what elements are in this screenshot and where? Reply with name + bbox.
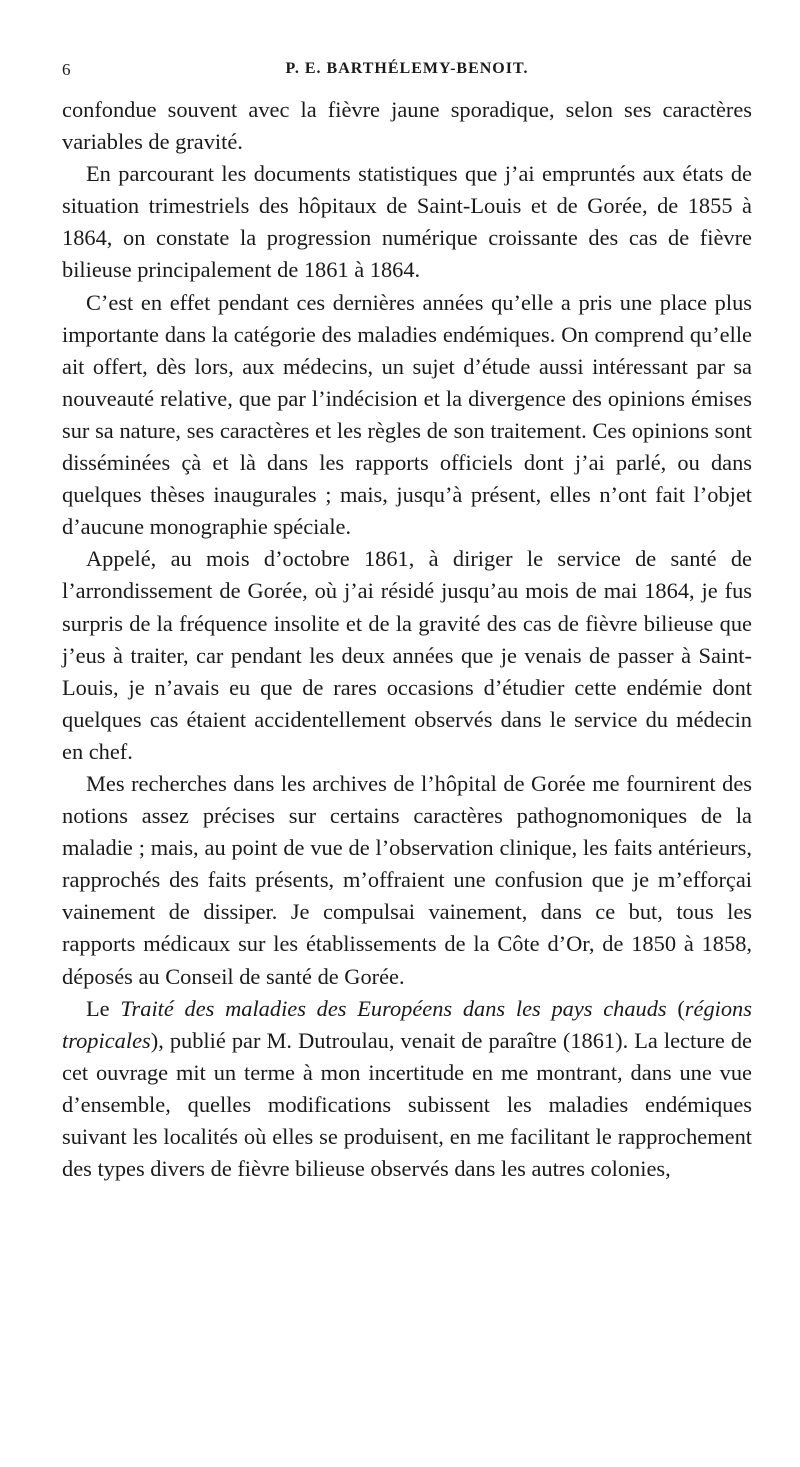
- book-title: Traité des maladies des Européens dans les pays chauds: [120, 995, 667, 1021]
- paragraph-6-rest: ), publié par M. Dutroulau, venait de paraître (1861). La lecture de cet ouvrage mit un terme à mon incertitude en me montrant, dans une vue d’ensemble, quelles modifications subissent les maladies endémiques suivant les localités où elles se produisent, en me facilitant le rapprochement des types divers de fièvre bilieuse observés dans les autres colonies,: [62, 1027, 752, 1182]
- paragraph-1: confondue souvent avec la fièvre jaune sporadique, selon ses caractères variables de gravité.: [62, 97, 752, 155]
- paragraph-6-lead: Le: [86, 995, 121, 1021]
- paragraph-6-paren-open: (: [666, 995, 685, 1021]
- paragraph-5: Mes recherches dans les archives de l’hôpital de Gorée me fournirent des notions assez précises sur certains caractères pathognomoniques de la maladie ; mais, au point de vue de l’observation clinique, les faits antérieurs, rapprochés des faits présents, m’offraient une confusion que je m’efforçai vainement de dissiper. Je compulsai vainement, dans ce but, tous les rapports médicaux sur les établissements de la Côte d’Or, de 1850 à 1858, déposés au Conseil de santé de Gorée.: [62, 770, 752, 989]
- paragraph-3: C’est en effet pendant ces dernières années qu’elle a pris une place plus importante dans la catégorie des maladies endémiques. On comprend qu’elle ait offert, dès lors, aux médecins, un sujet d’étude aussi intéressant par sa nouveauté relative, que par l’indécision et la divergence des opinions émises sur sa nature, ses caractères et les règles de son traitement. Ces opinions sont disséminées çà et là dans les rapports officiels dont j’ai parlé, ou dans quelques thèses inaugurales ; mais, jusqu’à présent, elles n’ont fait l’objet d’aucune monographie spéciale.: [62, 289, 752, 540]
- page-number: 6: [62, 60, 72, 79]
- running-head: [62, 56, 752, 88]
- body-text: [62, 94, 752, 1185]
- paragraph-6: [62, 993, 752, 1186]
- page: [62, 56, 752, 1185]
- paragraph-4: Appelé, au mois d’octobre 1861, à diriger le service de santé de l’arrondissement de Gorée, où j’ai résidé jusqu’au mois de mai 1864, je fus surpris de la fréquence insolite et de la gravité des cas de fièvre bilieuse que j’eus à traiter, car pendant les deux années que je venais de passer à Saint-Louis, je n’avais eu que de rares occasions d’étudier cette endémie dont quelques cas étaient accidentellement observés dans le service du médecin en chef.: [62, 546, 752, 764]
- book-subtitle: régions tropicales: [62, 995, 752, 1053]
- running-head-author: P. E. BARTHÉLEMY-BENOIT.: [285, 60, 529, 77]
- paragraph-2: En parcourant les documents statistiques que j’ai empruntés aux états de situation trimestriels des hôpitaux de Saint-Louis et de Gorée, de 1855 à 1864, on constate la progression numérique croissante des cas de fièvre bilieuse principalement de 1861 à 1864.: [62, 161, 752, 283]
